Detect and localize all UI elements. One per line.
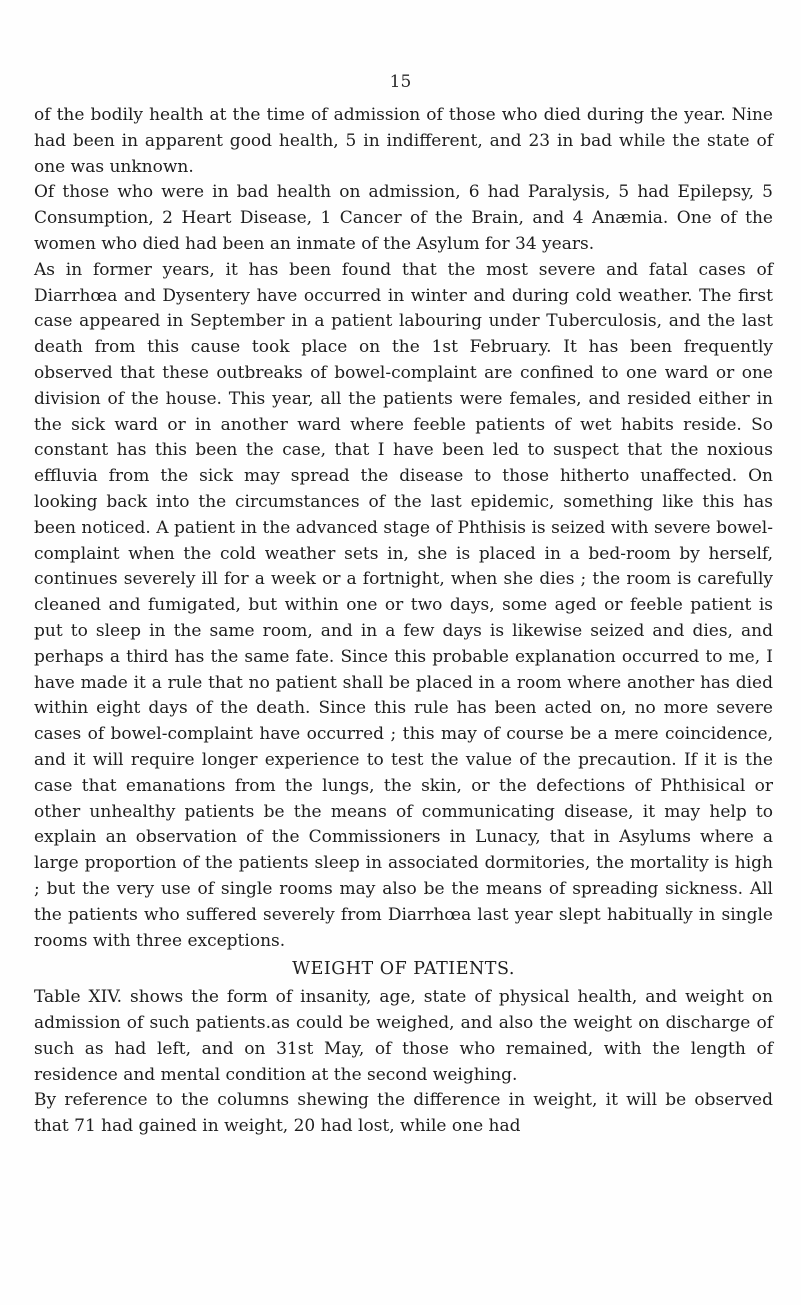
paragraph-diarrhoea: As in former years, it has been found that the most severe and fatal cases of Diarrhœa and Dysentery have occurred in winter and during cold weather. The first case appeared in September in a patient labouring under Tuberculosis, and the last death from this cause took place on the 1st February. It has been frequently observed that these outbreaks of bowel-complaint are confined to one ward or one division of the house. This year, all the patients were females, and resided either in the sick ward or in another ward where feeble patients of wet habits reside. So constant has this been the case, that I have been led to suspect that the noxious effluvia from the sick may spread the disease to those hitherto unaffected. On looking back into the circumstances of the last epidemic, something like this has been noticed. A patient in the advanced stage of Phthisis is seized with severe bowel-complaint when the cold weather sets in, she is placed in a bed-room by herself, continues severely ill for a week or a fortnight, when she dies ; the room is carefully cleaned and fumigated, but within one or two days, some aged or feeble patient is put to sleep in the same room, and in a few days is likewise seized and dies, and perhaps a third has the same fate. Since this probable explanation occurred to me, I have made it a rule that no patient shall be placed in a room where another has died within eight days of the death. Since this rule has been acted on, no more severe cases of bowel-complaint have occurred ; this may of course be a mere coincidence, and it will require longer experience to test the value of the precaution. If it is the case that emanations from the lungs, the skin, or the defections of Phthisical or other unhealthy patients be the means of communicating disease, it may help to explain an observation of the Commissioners in Lunacy, that in Asylums where a large proportion of the patients sleep in associated dormitories, the mortality is high ; but the very use of single rooms may also be the means of spreading sickness. All the patients who suffered severely from Diarrhœa last year slept habitually in single rooms with three exceptions. — [34, 259, 773, 951]
paragraph-bad-health: Of those who were in bad health on admission, 6 had Paralysis, 5 had Epilepsy, 5 Consumption, 2 Heart Disease, 1 Cancer of the Brain, and 4 Anæmia. One of the women who died had been an inmate of the Asylum for 34 years. — [34, 182, 773, 254]
section-heading: WEIGHT OF PATIENTS. — [292, 959, 515, 980]
paragraph-weight-difference: By reference to the columns shewing the difference in weight, it will be observed that 71 had gained in weight, 20 had lost, while one had — [34, 1090, 773, 1137]
body-text — [34, 103, 773, 1140]
page-number: 15 — [389, 72, 412, 92]
paragraph-table-xiv: Table XIV. shows the form of insanity, age, state of physical health, and weight on admission of such patients.as could be weighed, and also the weight on discharge of such as had left, and on 31st May, of those who remained, with the length of residence and mental condition at the second weighing. — [34, 987, 773, 1085]
paragraph-bodily-health: of the bodily health at the time of admission of those who died during the year. Nine had been in apparent good health, 5 in indifferent, and 23 in bad while the state of one was unknown. — [34, 105, 773, 177]
